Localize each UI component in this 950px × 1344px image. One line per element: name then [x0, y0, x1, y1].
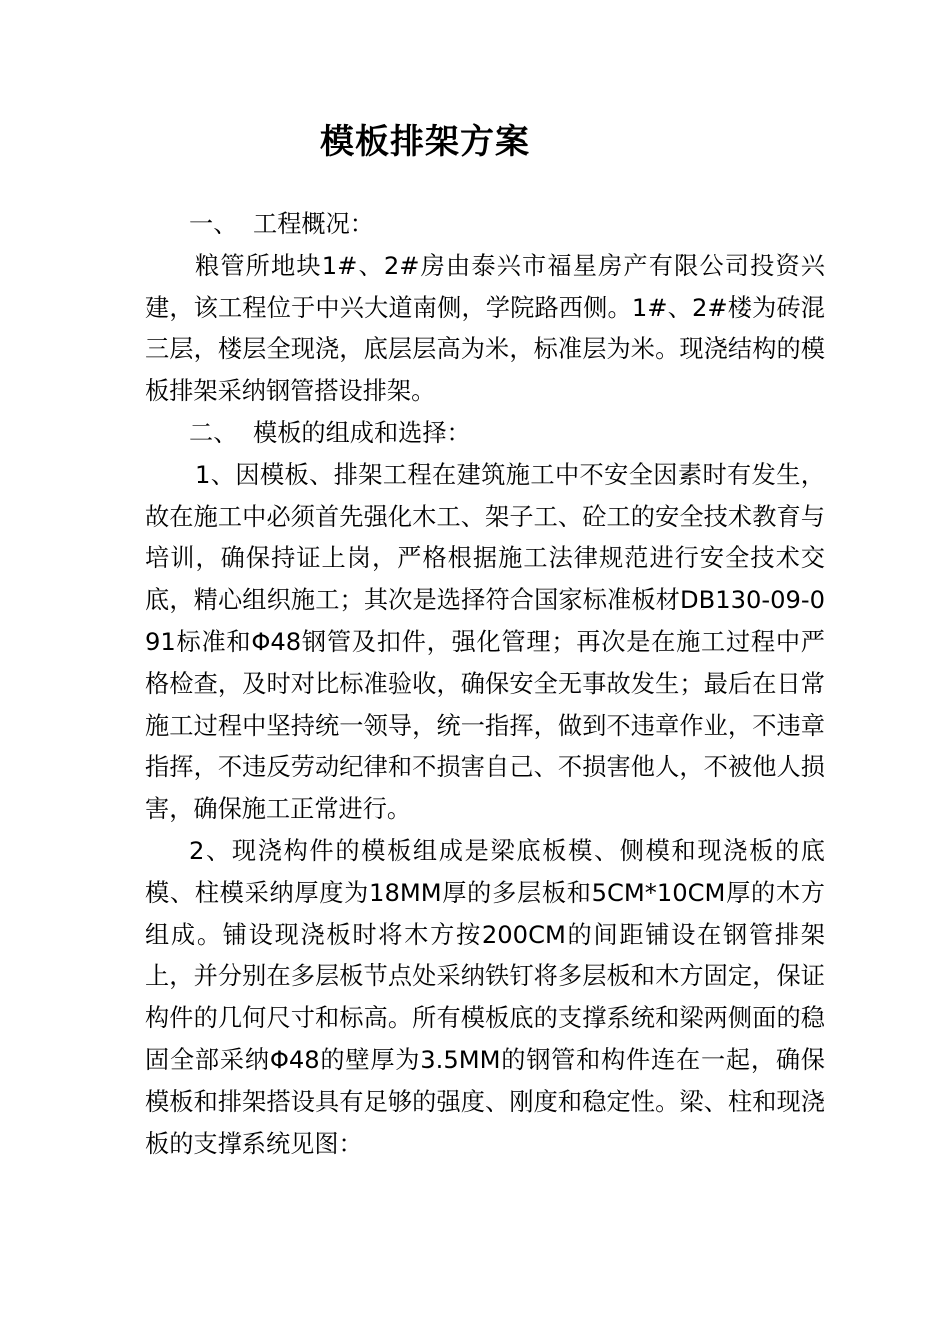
paragraph-project-overview: 粮管所地块1#、2#房由泰兴市福星房产有限公司投资兴建，该工程位于中兴大道南侧，学院路西侧。1#、2#楼为砖混三层，楼层全现浇，底层层高为米，标准层为米。现浇结构的模板排架采纳钢管搭设排架。 — [145, 251, 825, 406]
paragraph-formwork-composition: 2、现浇构件的模板组成是梁底板模、侧模和现浇板的底模、柱模采纳厚度为18MM厚的多层板和5CM*10CM厚的木方组成。铺设现浇板时将木方按200CM的间距铺设在钢管排架上，并分别在多层板节点处采纳铁钉将多层板和木方固定，保证构件的几何尺寸和标高。所有模板底的支撑系统和梁两侧面的稳固全部采纳Φ48的壁厚为3.5MM的钢管和构件连在一起，确保模板和排架搭设具有足够的强度、刚度和稳定性。梁、柱和现浇板的支撑系统见图： — [145, 836, 825, 1158]
section-title-2: 模板的组成和选择： — [253, 418, 471, 447]
section-heading-1 — [145, 204, 825, 246]
section-heading-2 — [145, 413, 825, 455]
section-number-2: 二、 — [189, 418, 238, 447]
section-number-1: 一、 — [189, 210, 238, 238]
section-title-1: 工程概况： — [253, 210, 374, 238]
document-title: 模板排架方案 — [320, 122, 530, 162]
paragraph-safety-management: 1、因模板、排架工程在建筑施工中不安全因素时有发生，故在施工中必须首先强化木工、架子工、砼工的安全技术教育与培训，确保持证上岗，严格根据施工法律规范进行安全技术交底，精心组织施工；其次是选择符合国家标准板材DB130-09-091标准和Φ48钢管及扣件，强化管理；再次是在施工过程中严格检查，及时对比标准验收，确保安全无事故发生；最后在日常施工过程中坚持统一领导，统一指挥，做到不违章作业，不违章指挥，不违反劳动纪律和不损害自己、不损害他人，不被他人损害，确保施工正常进行。 — [145, 460, 825, 824]
document-body — [145, 204, 825, 1165]
